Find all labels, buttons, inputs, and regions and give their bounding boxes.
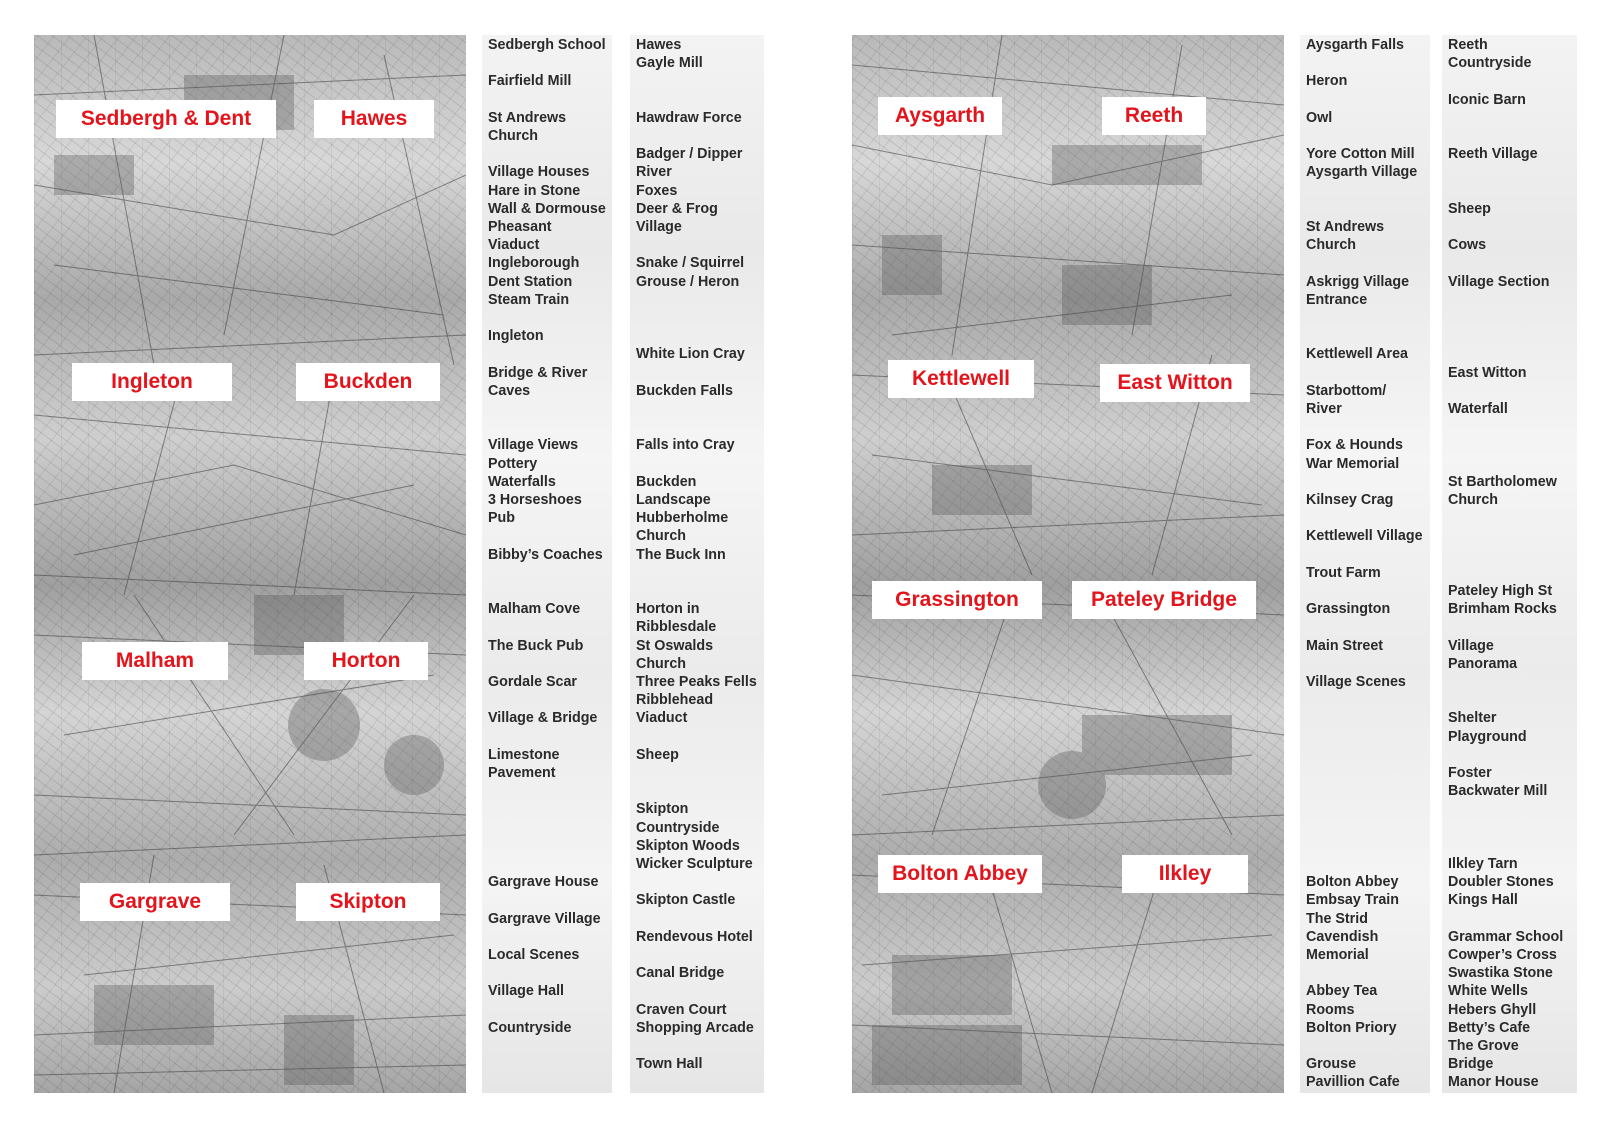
list-item: Entrance <box>1306 291 1368 308</box>
list-item: Swastika Stone <box>1448 965 1553 982</box>
right-artwork-panel <box>852 35 1284 1093</box>
list-item: Village Hall <box>488 983 565 1000</box>
list-item: Falls into Cray <box>636 437 735 454</box>
list-item: Grouse / Heron <box>636 273 740 290</box>
list-item: Ribblehead <box>636 692 714 709</box>
list-item: Rooms <box>1306 1001 1355 1018</box>
list-item: Grassington <box>1306 601 1391 618</box>
list-item: Badger / Dipper <box>636 146 743 163</box>
list-item: Cows <box>1448 237 1487 254</box>
list-item: Craven Court <box>636 1001 727 1018</box>
list-item: East Witton <box>1448 364 1527 381</box>
list-item: Church <box>636 528 687 545</box>
list-item: Yore Cotton Mill <box>1306 146 1415 163</box>
list-item: River <box>1306 401 1342 417</box>
list-item: War Memorial <box>1306 455 1400 472</box>
list-item: Village Houses <box>488 164 590 181</box>
list-item: Playground <box>1448 728 1527 745</box>
list-item: Bolton Abbey <box>1306 874 1399 891</box>
list-item: Kilnsey Crag <box>1306 492 1394 508</box>
list-item: Brimham Rocks <box>1448 601 1557 618</box>
list-item: St Andrews <box>1306 219 1385 235</box>
left-list-column-1 <box>482 35 612 1093</box>
list-item: Pavillion Cafe <box>1306 1074 1400 1091</box>
list-item: Bridge <box>1448 1056 1494 1073</box>
list-item: Church <box>1306 237 1357 254</box>
list-item: Gargrave House <box>488 874 599 891</box>
list-item: Pavement <box>488 765 556 781</box>
list-item: Pheasant <box>488 219 552 235</box>
location-label: Skipton <box>296 883 440 921</box>
list-item: Wicker Sculpture <box>636 856 753 872</box>
list-item: Countryside <box>636 819 720 836</box>
list-item: Skipton Woods <box>636 837 740 854</box>
location-label: East Witton <box>1100 364 1250 402</box>
location-label: Ingleton <box>72 363 232 401</box>
list-item: Doubler Stones <box>1448 874 1554 891</box>
left-list-column-2 <box>630 35 764 1093</box>
right-sketch-lines <box>852 35 1284 1093</box>
list-item: White Wells <box>1448 983 1528 1000</box>
location-label: Malham <box>82 642 228 680</box>
list-item: Panorama <box>1448 655 1518 672</box>
list-item: Grouse <box>1306 1056 1357 1073</box>
list-item: Main Street <box>1306 637 1384 654</box>
list-item: Foster <box>1448 765 1492 781</box>
list-item: Church <box>636 655 687 672</box>
list-item: Manor House <box>1448 1074 1539 1091</box>
location-label: Sedbergh & Dent <box>56 100 276 138</box>
list-item: Shopping Arcade <box>636 1019 754 1036</box>
list-item: Fairfield Mill <box>488 73 572 90</box>
list-item: Reeth <box>1448 37 1488 53</box>
list-item: Village Views <box>488 437 579 454</box>
list-item: Town Hall <box>636 1056 703 1073</box>
left-artwork-panel <box>34 35 466 1093</box>
list-item: Church <box>488 128 539 144</box>
location-label: Kettlewell <box>888 360 1034 398</box>
location-label: Grassington <box>872 581 1042 619</box>
list-item: Gayle Mill <box>636 55 703 72</box>
list-item: Aysgarth Village <box>1306 164 1418 181</box>
list-item: St Bartholomew <box>1448 473 1557 490</box>
list-item: The Buck Inn <box>636 546 726 563</box>
list-item: White Lion Cray <box>636 346 745 363</box>
list-item: Waterfalls <box>488 473 556 490</box>
list-item: Ingleborough <box>488 255 580 272</box>
list-item: Landscape <box>636 492 711 508</box>
list-item: Pottery <box>488 455 538 472</box>
location-label: Reeth <box>1102 97 1206 135</box>
list-item: Bridge & River <box>488 364 588 381</box>
list-item: Starbottom/ <box>1306 382 1387 399</box>
list-item: Caves <box>488 382 531 399</box>
list-item: Three Peaks Fells <box>636 674 757 690</box>
list-item: Skipton Castle <box>636 892 736 909</box>
left-sketch-lines <box>34 35 466 1093</box>
list-item: Trout Farm <box>1306 564 1381 581</box>
list-item: River <box>636 164 672 181</box>
list-item: Hebers Ghyll <box>1448 1001 1537 1018</box>
list-item: Heron <box>1306 73 1348 90</box>
list-item: Bibby’s Coaches <box>488 546 603 563</box>
list-item: Village <box>1448 637 1494 654</box>
list-item: Betty’s Cafe <box>1448 1019 1531 1036</box>
list-item: Countryside <box>488 1019 572 1036</box>
list-item: Steam Train <box>488 291 570 308</box>
list-item: Snake / Squirrel <box>636 255 745 272</box>
list-item: The Strid <box>1306 910 1368 927</box>
location-label: Gargrave <box>80 883 230 921</box>
list-item: Bolton Priory <box>1306 1019 1397 1036</box>
list-item: Village <box>636 219 682 235</box>
list-item: Kings Hall <box>1448 892 1518 909</box>
list-item: Cavendish <box>1306 928 1379 945</box>
list-item: Iconic Barn <box>1448 91 1526 108</box>
list-item: Wall & Dormouse <box>488 200 606 217</box>
list-item: Hawdraw Force <box>636 109 742 126</box>
location-label: Horton <box>304 642 428 680</box>
list-item: Abbey Tea <box>1306 983 1378 1000</box>
list-item: Pub <box>488 510 516 527</box>
list-item: Dent Station <box>488 273 573 290</box>
list-item: Grammar School <box>1448 928 1564 945</box>
list-item: Hawes <box>636 37 682 53</box>
list-item: Memorial <box>1306 947 1369 963</box>
list-item: Skipton <box>636 801 689 818</box>
list-item: Countryside <box>1448 55 1532 72</box>
list-item: Rendevous Hotel <box>636 928 753 945</box>
location-label: Bolton Abbey <box>878 855 1042 893</box>
location-label: Aysgarth <box>878 97 1002 135</box>
list-item: Sheep <box>1448 200 1491 217</box>
list-item: Embsay Train <box>1306 892 1399 909</box>
list-item: Kettlewell Village <box>1306 528 1423 545</box>
right-list-column-1 <box>1300 35 1430 1093</box>
list-item: Gargrave Village <box>488 910 601 927</box>
list-item: Ribblesdale <box>636 619 717 636</box>
list-item: St Andrews <box>488 109 567 126</box>
list-item: Backwater Mill <box>1448 783 1548 800</box>
list-item: Ingleton <box>488 328 544 345</box>
list-item: Aysgarth Falls <box>1306 37 1404 53</box>
list-item: The Buck Pub <box>488 637 584 654</box>
list-item: St Oswalds <box>636 637 714 654</box>
list-item: Village & Bridge <box>488 710 598 727</box>
list-item: Horton in <box>636 601 700 618</box>
list-item: Viaduct <box>636 710 688 727</box>
list-item: Limestone <box>488 746 560 763</box>
list-item: Kettlewell Area <box>1306 346 1408 363</box>
list-item: Village Section <box>1448 273 1550 290</box>
list-item: 3 Horseshoes <box>488 492 582 508</box>
list-item: Reeth Village <box>1448 146 1538 163</box>
list-item: Foxes <box>636 182 678 199</box>
list-item: Deer & Frog <box>636 200 718 217</box>
list-item: Ilkley Tarn <box>1448 856 1518 872</box>
location-label: Pateley Bridge <box>1072 581 1256 619</box>
list-item: Cowper’s Cross <box>1448 947 1557 963</box>
right-list-column-2 <box>1442 35 1577 1093</box>
list-item: Canal Bridge <box>636 965 725 982</box>
list-item: Sheep <box>636 746 679 763</box>
list-item: The Grove <box>1448 1038 1519 1054</box>
location-label: Buckden <box>296 363 440 401</box>
list-item: Village Scenes <box>1306 674 1406 690</box>
list-item: Askrigg Village <box>1306 273 1410 290</box>
list-item: Waterfall <box>1448 401 1508 417</box>
list-item: Owl <box>1306 109 1333 126</box>
location-label: Hawes <box>314 100 434 138</box>
list-item: Malham Cove <box>488 601 581 618</box>
list-item: Viaduct <box>488 237 540 254</box>
list-item: Hare in Stone <box>488 182 581 199</box>
list-item: Buckden <box>636 473 697 490</box>
list-item: Fox & Hounds <box>1306 437 1403 454</box>
list-item: Buckden Falls <box>636 382 733 399</box>
list-item: Gordale Scar <box>488 674 577 690</box>
list-item: Sedbergh School <box>488 37 606 53</box>
list-item: Hubberholme <box>636 510 729 527</box>
list-item: Church <box>1448 492 1499 508</box>
list-item: Local Scenes <box>488 947 580 963</box>
list-item: Shelter <box>1448 710 1497 727</box>
location-label: Ilkley <box>1122 855 1248 893</box>
list-item: Pateley High St <box>1448 583 1553 599</box>
